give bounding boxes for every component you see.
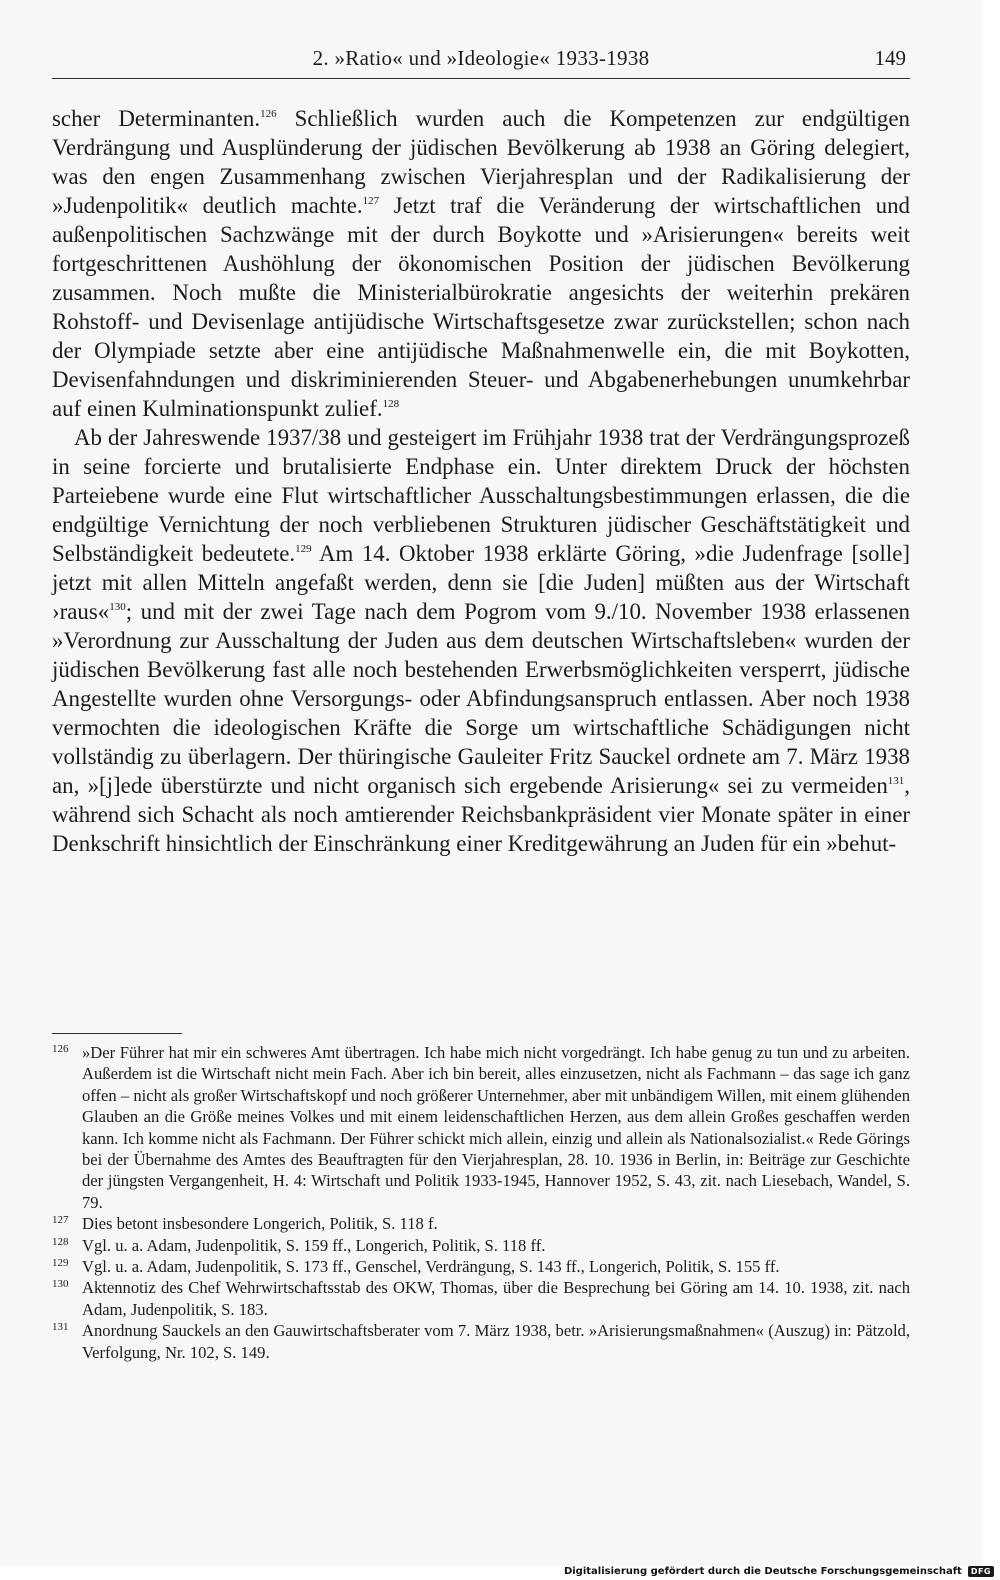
footnote-text: Anordnung Sauckels an den Gauwirtschaftsberater vom 7. März 1938, betr. »Arisierungsmaßnahmen« (Auszug) in: Pätzold, Verfolgung, Nr. 102, S. 149. xyxy=(82,1321,910,1362)
footnote-number: 127 xyxy=(52,1214,69,1227)
footnote-ref: 127 xyxy=(362,195,380,207)
footnote xyxy=(52,1320,910,1363)
text-segment: Schließlich wurden auch die Kompetenzen zur endgültigen Verdrängung und Ausplünderung der jüdischen Bevölkerung ab 1938 an Göring delegiert, was den engen Zusammenhang zwischen Vierjahresplan und der Radikalisierung der »Judenpolitik« deutlich machte. xyxy=(52,106,910,218)
running-header xyxy=(52,44,910,79)
digitization-credit xyxy=(564,1564,994,1578)
footnote-ref: 128 xyxy=(382,398,400,410)
footnote xyxy=(52,1213,910,1234)
footnote-number: 129 xyxy=(52,1257,69,1270)
dfg-logo-icon: DFG xyxy=(968,1566,994,1577)
footnote-separator xyxy=(52,1033,182,1034)
running-title: 2. »Ratio« und »Ideologie« 1933-1938 xyxy=(312,46,650,70)
footnote-number: 131 xyxy=(52,1321,69,1334)
footnotes xyxy=(52,1042,910,1363)
credit-text: Digitalisierung gefördert durch die Deutsche Forschungsgemeinschaft xyxy=(563,1565,962,1577)
footnote xyxy=(52,1042,910,1213)
text-segment: ; und mit der zwei Tage nach dem Pogrom vom 9./10. November 1938 erlassenen »Verordnung zur Ausschaltung der Juden aus dem deutschen Wirtschaftsleben« wurden der jüdischen Bevölkerung fast alle noch bestehenden Erwerbsmöglichkeiten versperrt, jüdische Angestellte wurden ohne Versorgungs- oder Abfindungsanspruch entlassen. Aber noch 1938 vermochten die ideologischen Kräfte die Sorge um wirtschaftliche Schädigungen nicht vollständig zu überlagern. Der thüringische Gauleiter Fritz Sauckel ordnete am 7. März 1938 an, »[j]ede überstürzte und nicht organisch sich ergebende Arisierung« sei zu vermeiden xyxy=(52,599,910,798)
footnote-ref: 129 xyxy=(295,543,312,555)
footnote-text: Dies betont insbesondere Longerich, Politik, S. 118 f. xyxy=(82,1214,438,1234)
text-segment: Ab der Jahreswende 1937/38 und gesteigert im Frühjahr 1938 trat der Verdrängungsprozeß in seine forcierte und brutalisierte Endphase ein. Unter direktem Druck der höchsten Parteiebene wurde eine Flut wirtschaftlicher Ausschaltungsbestimmungen erlassen, die die endgültige Vernichtung der noch verbliebenen Strukturen jüdischer Geschäftstätigkeit und Selbständigkeit bedeutete. xyxy=(52,425,910,566)
text-segment: scher Determinanten. xyxy=(52,106,261,131)
text-segment: Jetzt traf die Veränderung der wirtschaftlichen und außenpolitischen Sachzwänge mit der durch Boykotte und »Arisierungen« bereits weit fortgeschrittenen Aushöhlung der ökonomischen Position der jüdischen Bevölkerung zusammen. Noch mußte die Ministerialbürokratie angesichts der weiterhin prekären Rohstoff- und Devisenlage antijüdische Wirtschaftsgesetze zwar zurückstellen; schon nach der Olympiade setzte aber eine antijüdische Maßnahmenwelle ein, die mit Boykotten, Devisenfahndungen und diskriminierenden Steuer- und Abgabenerhebungen unumkehrbar auf einen Kulminationspunkt zulief. xyxy=(52,193,910,421)
footnote xyxy=(52,1256,910,1277)
footnote-ref: 131 xyxy=(887,775,905,787)
footnote-number: 126 xyxy=(52,1043,69,1055)
footnote-number: 130 xyxy=(52,1278,69,1291)
footnote-text: Vgl. u. a. Adam, Judenpolitik, S. 173 ff., Genschel, Verdrängung, S. 143 ff., Longerich, Politik, S. 155 ff. xyxy=(82,1257,780,1277)
footnote xyxy=(52,1277,910,1320)
footnote-text: »Der Führer hat mir ein schweres Amt übertragen. Ich habe mich nicht vorgedrängt. Ich habe genug zu tun und zu arbeiten. Außerdem ist die Wirtschaft nicht mein Fach. Aber ich bin bereit, alles einzusetzen, nicht als Fachmann – das sage ich ganz offen – nicht als großer Wirtschaftskopf und noch größerer Unternehmer, aber mit unbändigem Willen, mit einem glühenden Glauben an die Größe meines Volkes und mit einem leidenschaftlichen Herzen, aus dem allein Großes geschaffen werden kann. Ich komme nicht als Fachmann. Der Führer schickt mich allein, einzig und allein als Nationalsozialist.« Rede Görings bei der Übernahme des Amtes des Beauftragten für den Vierjahresplan, 28. 10. 1936 in Berlin, in: Beiträge zur Geschichte der jüngsten Vergangenheit, H. 4: Wirtschaft und Politik 1933-1945, Hannover 1952, S. 43, zit. nach Liesebach, Wandel, S. 79. xyxy=(82,1043,910,1212)
footnote-text: Aktennotiz des Chef Wehrwirtschaftsstab des OKW, Thomas, über die Besprechung bei Göring am 14. 10. 1938, zit. nach Adam, Judenpolitik, S. 183. xyxy=(82,1278,910,1319)
footnote-ref: 126 xyxy=(260,108,277,120)
footnote-text: Vgl. u. a. Adam, Judenpolitik, S. 159 ff., Longerich, Politik, S. 118 ff. xyxy=(82,1235,546,1255)
main-text xyxy=(52,104,910,858)
text-segment: , während sich Schacht als noch amtierender Reichsbankpräsident vier Monate später in einer Denkschrift hinsichtlich der Einschränkung einer Kreditgewährung an Juden für ein »behut- xyxy=(52,773,910,856)
page-number: 149 xyxy=(874,46,906,70)
footnote-number: 128 xyxy=(52,1235,69,1248)
text-segment: Am 14. Oktober 1938 erklärte Göring, »die Judenfrage [solle] jetzt mit allen Mitteln angefaßt werden, denn sie [die Juden] müßten aus der Wirtschaft ›raus« xyxy=(52,541,910,624)
footnote-ref: 130 xyxy=(109,601,126,613)
body-paragraph xyxy=(52,104,910,423)
body-paragraph xyxy=(52,423,910,858)
footnote xyxy=(52,1235,910,1256)
